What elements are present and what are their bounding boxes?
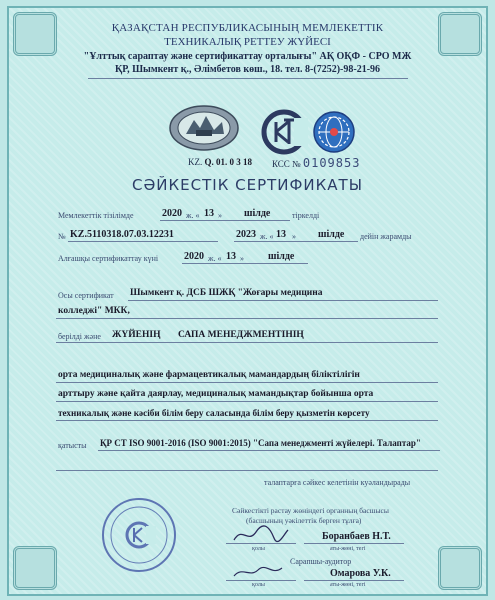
registered-label: тіркелді — [292, 211, 320, 220]
kcc-number — [272, 156, 360, 170]
valid-until-label: дейін жарамды — [360, 232, 412, 241]
corner-ornament — [438, 546, 482, 590]
head-title-line2: (басшының уәкілеттік берген тұлға) — [246, 516, 362, 525]
scope-line1: орта медициналық және фармацевтикалық мамандардың біліктілігін — [58, 370, 360, 380]
corner-ornament — [13, 546, 57, 590]
underline — [56, 401, 438, 402]
first-cert-label: Алғашқы сертификаттау күні — [58, 254, 159, 263]
seal-emblem-icon — [168, 104, 240, 152]
auditor-signature-icon — [228, 562, 288, 582]
header-line2: ТЕХНИКАЛЫҚ РЕТТЕУ ЖҮЙЕСІ — [164, 36, 331, 48]
corner-ornament — [438, 12, 482, 56]
header-org: "Ұлттық сараптау және сертификаттау орталығы" АҚ ОҚФ - СРО МЖ — [83, 51, 412, 62]
underline — [182, 263, 308, 264]
signature-line — [304, 580, 404, 581]
holder-name-line1: Шымкент қ. ДСБ ШЖҚ "Жоғары медицина — [130, 288, 323, 298]
kz-label: KZ. — [188, 157, 203, 167]
auditor-sig-caption: қолы — [252, 582, 265, 588]
usage-text: талаптарға сәйкес келетінін куәландырады — [264, 478, 411, 487]
first-cert-day: 13 — [226, 251, 236, 262]
globe-emblem-icon — [312, 110, 356, 154]
official-stamp-icon — [100, 496, 178, 574]
year-suffix: ж. « — [186, 211, 200, 220]
underline — [160, 220, 290, 221]
standard-value: ҚР СТ ISO 9001-2016 (ISO 9001:2015) "Сапа менеджменті жүйелері. Талаптар" — [100, 438, 421, 448]
kct-mark-icon — [260, 108, 308, 156]
head-name: Боранбаев Н.Т. — [322, 531, 391, 542]
corner-ornament — [13, 12, 57, 56]
system-label: берілді және — [58, 332, 101, 341]
signature-line — [226, 580, 296, 581]
underline — [98, 450, 440, 451]
holder-label: Осы сертификат — [58, 291, 114, 300]
kz-code — [188, 157, 252, 167]
header-line1: ҚАЗАҚСТАН РЕСПУБЛИКАСЫНЫҢ МЕМЛЕКЕТТІК — [111, 22, 384, 34]
underline — [56, 342, 438, 343]
underline — [56, 318, 438, 319]
head-title-line1: Сәйкестікті растау жөніндегі органның басшысы — [232, 506, 389, 515]
header-divider — [88, 78, 408, 79]
number-label: № — [58, 232, 66, 241]
scope-line3: техникалық және кәсіби білім беру саласында білім беру қызметін көрсету — [58, 408, 370, 418]
system-word1: ЖҮЙЕНІҢ — [112, 330, 161, 340]
valid-year: 2023 — [236, 229, 256, 240]
year-suffix: ж. « — [208, 254, 222, 263]
holder-name-line2: колледжі" МКК, — [58, 306, 130, 316]
underline — [128, 300, 438, 301]
underline — [234, 241, 358, 242]
register-number: KZ.5110318.07.03.12231 — [70, 229, 174, 240]
kcc-label: КСС № — [272, 159, 301, 169]
first-cert-year: 2020 — [184, 251, 204, 262]
standard-label: қатысты — [58, 441, 87, 450]
register-month: шілде — [244, 208, 271, 219]
serial-number: 0109853 — [302, 156, 361, 170]
auditor-name: Омарова У.К. — [330, 568, 391, 579]
certificate-title: СӘЙКЕСТІК СЕРТИФИКАТЫ — [132, 176, 363, 194]
day-close: » — [240, 254, 244, 263]
valid-month: шілде — [318, 229, 345, 240]
underline — [68, 241, 218, 242]
head-name-caption: аты-жөні, тегі — [330, 546, 366, 552]
underline — [56, 420, 438, 421]
register-day: 13 — [204, 208, 214, 219]
auditor-title: Сарапшы-аудитор — [290, 557, 352, 566]
underline — [56, 470, 438, 471]
register-year: 2020 — [162, 208, 182, 219]
scope-line2: арттыру және қайта даярлау, медициналық мамандықтар бойынша орта — [58, 389, 374, 399]
first-cert-month: шілде — [268, 251, 295, 262]
head-sig-caption: қолы — [252, 546, 265, 552]
state-register-label: Мемлекеттік тізілімде — [58, 211, 134, 220]
auditor-name-caption: аты-жөні, тегі — [330, 582, 366, 588]
system-word2: САПА МЕНЕДЖМЕНТІНІҢ — [178, 330, 304, 340]
day-close: » — [292, 232, 296, 241]
valid-day: 13 — [276, 229, 286, 240]
header-address: ҚР, Шымкент қ., Әлімбетов көш., 18. тел. 8-(7252)-98-21-96 — [114, 64, 381, 75]
day-close: » — [218, 211, 222, 220]
year-suffix: ж. « — [260, 232, 274, 241]
signature-line — [304, 543, 404, 544]
kz-number: Q. 01. 0 3 18 — [204, 157, 253, 167]
signature-line — [226, 543, 296, 544]
underline — [56, 382, 438, 383]
